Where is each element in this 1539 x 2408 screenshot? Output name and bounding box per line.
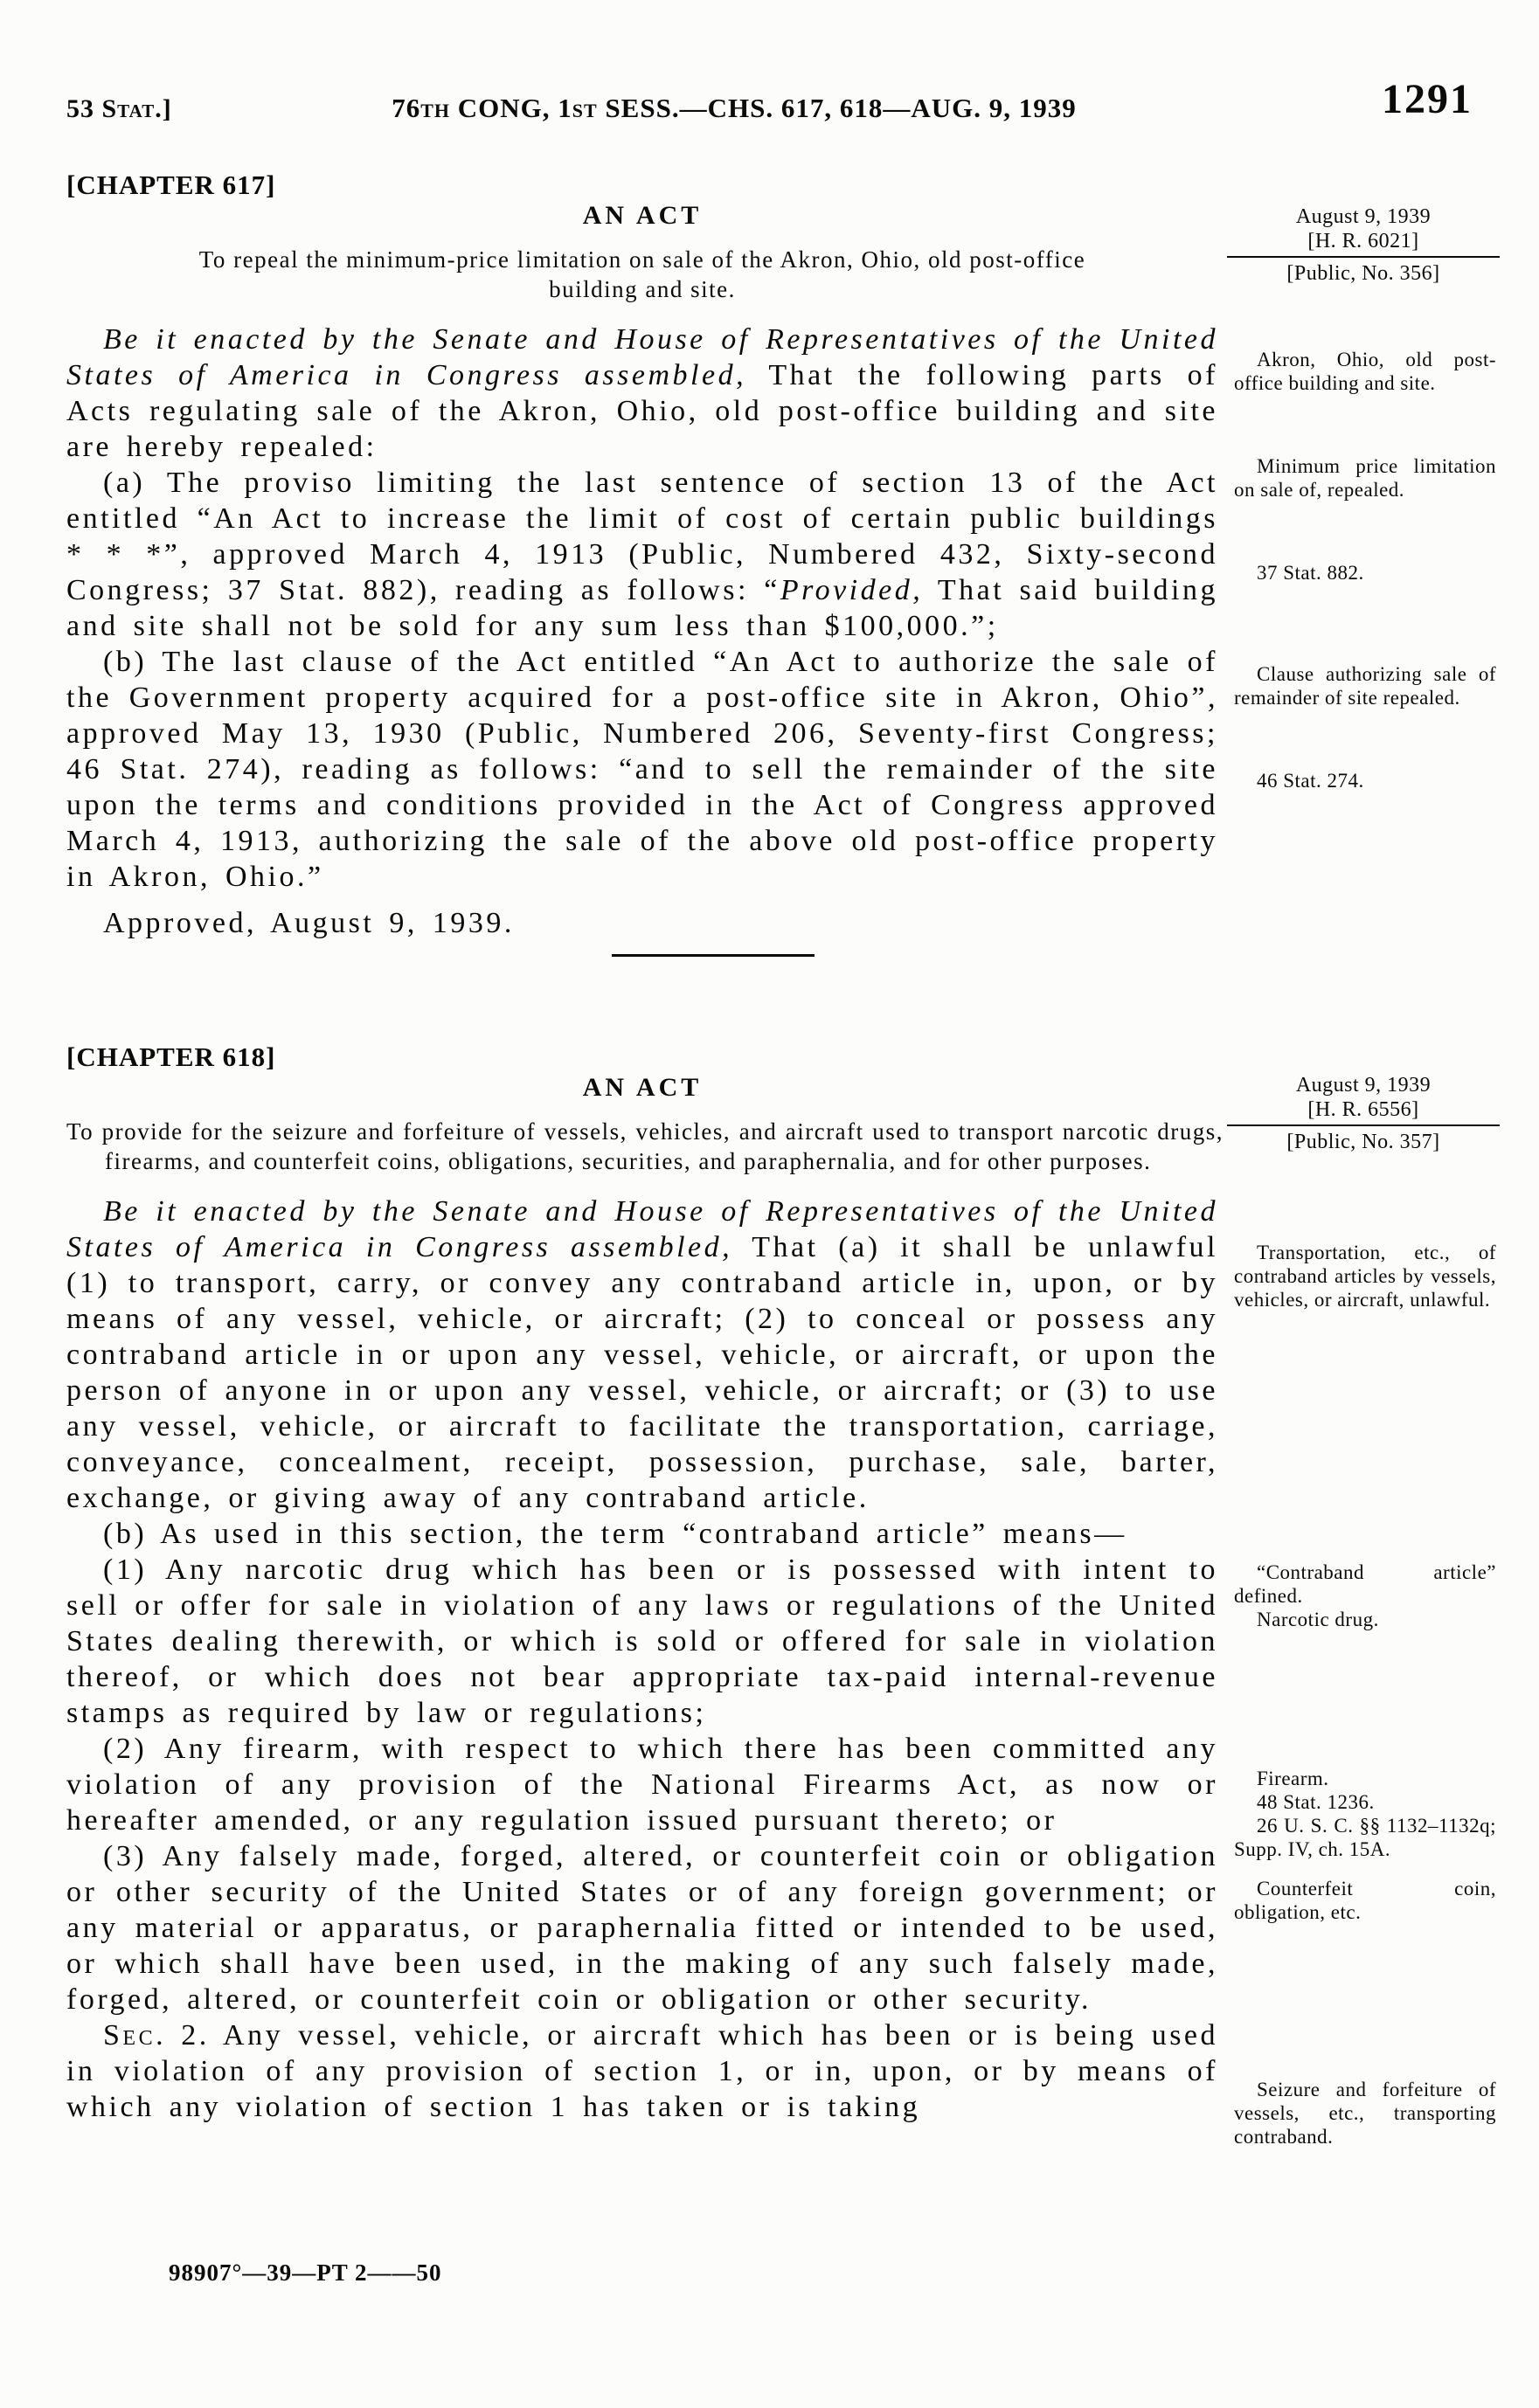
paragraph-3: (3) Any falsely made, forged, altered, or counterfeit coin or obligation or other security of the United States or of any foreign government; or any material or apparatus, or paraphernalia fitted or intended to be used, or which shall have been used, in the making of any such falsely made, forged, altered, or counterfeit coin or obligation or other security. bbox=[66, 1840, 1218, 2016]
paragraph-1: (1) Any narcotic drug which has been or is possessed with intent to sell or offer for sale in violation of any laws or regulations of the United States dealing therewith, or which is sold or offered for sale in violation thereof, or which does not bear appropriate tax-paid internal-revenue stamps as required by law or regulations; bbox=[66, 1553, 1218, 1729]
chapter-divider-rule bbox=[612, 954, 815, 957]
paragraph-a-text-end: That said building and site shall not be sold for any sum less than $100,000.”; bbox=[66, 574, 1218, 642]
print-footer: 98907°—39—PT 2——50 bbox=[169, 2259, 442, 2286]
margin-note-narcotic-drug: Narcotic drug. bbox=[1257, 1609, 1379, 1630]
chapter-618-public-number: [Public, No. 357] bbox=[1286, 1131, 1440, 1153]
margin-note-46-stat: 46 Stat. 274. bbox=[1257, 770, 1364, 792]
section-2-label: Sec. 2. bbox=[103, 2019, 210, 2052]
section-2-text: Any vessel, vehicle, or aircraft which has been or is being used in violation of any provision of section 1, or in, upon, or by means of which any violation of section 1 has taken or is taking bbox=[66, 2019, 1219, 2123]
enacting-clause bbox=[66, 322, 1218, 465]
enacting-clause bbox=[66, 1194, 1218, 1516]
chapter-618 bbox=[66, 1041, 1224, 2125]
paragraph-2: (2) Any firearm, with respect to which there has been committed any violation of any provision of the National Firearms Act, as now or hereafter amended, or any regulation issued pursuant thereto; or bbox=[66, 1733, 1218, 1837]
page-number: 1291 bbox=[1382, 76, 1473, 122]
chapter-617 bbox=[66, 170, 1218, 941]
margin-note-transportation: Transportation, etc., of contraband articles by vessels, vehicles, or aircraft, unlawful. bbox=[1234, 1242, 1496, 1311]
header-volume-label: 53 Stat.] bbox=[66, 94, 172, 123]
enacting-clause-rest: That (a) it shall be unlawful (1) to transport, carry, or convey any contraband article in, upon, or by means of any vessel, vehicle, or aircraft; (2) to conceal or possess any contraband article in or upon any vessel, vehicle, or aircraft, or upon the person of anyone in or upon any vessel, vehicle, or aircraft; or (3) to use any vessel, vehicle, or aircraft to facilitate the transportation, carriage, conveyance, concealment, receipt, possession, purchase, sale, barter, exchange, or giving away of any contraband article. bbox=[66, 1231, 1218, 1514]
chapter-617-preamble: To repeal the minimum-price limitation on sale of the Akron, Ohio, old post-office building and site. bbox=[198, 246, 1086, 302]
chapter-617-bill-number: [H. R. 6021] bbox=[1307, 230, 1419, 253]
chapter-618-margin-head bbox=[1227, 1073, 1500, 1154]
chapter-617-date: August 9, 1939 bbox=[1295, 205, 1432, 228]
margin-note-contraband-defined: “Contraband article” defined. bbox=[1234, 1561, 1496, 1607]
enacting-clause-italic: Be it enacted by the Senate and House of Representatives of the United States of America in Congress assembled, bbox=[66, 1195, 1218, 1263]
margin-note-firearm: Firearm. bbox=[1257, 1768, 1329, 1789]
margin-note-akron: Akron, Ohio, old post-office building and site. bbox=[1234, 349, 1496, 394]
chapter-618-preamble: To provide for the seizure and forfeiture of vessels, vehicles, and aircraft used to transport narcotic drugs, firearms, and counterfeit coins, obligations, securities, and paraphernalia, and for other purposes. bbox=[66, 1118, 1224, 1174]
chapter-617-label: [CHAPTER 617] bbox=[66, 170, 276, 200]
margin-note-counterfeit: Counterfeit coin, obligation, etc. bbox=[1234, 1878, 1496, 1923]
chapter-617-margin-head bbox=[1227, 204, 1500, 286]
margin-note-37-stat: 37 Stat. 882. bbox=[1257, 562, 1364, 584]
margin-note-clause-repealed: Clause authorizing sale of remainder of site repealed. bbox=[1234, 663, 1496, 709]
margin-note-seizure: Seizure and forfeiture of vessels, etc., transporting contraband. bbox=[1234, 2079, 1496, 2148]
margin-rule bbox=[1227, 1124, 1500, 1126]
chapter-617-public-number: [Public, No. 356] bbox=[1286, 262, 1440, 285]
chapter-618-date: August 9, 1939 bbox=[1295, 1074, 1432, 1097]
approved-line: Approved, August 9, 1939. bbox=[103, 907, 515, 939]
chapter-617-act-heading: AN ACT bbox=[582, 201, 703, 230]
paragraph-a bbox=[66, 465, 1218, 644]
margin-note-48-stat: 48 Stat. 1236. bbox=[1257, 1791, 1375, 1813]
margin-note-minimum-price: Minimum price limitation on sale of, repealed. bbox=[1234, 455, 1496, 501]
enacting-clause-rest: That the following parts of Acts regulating sale of the Akron, Ohio, old post-office building and site are hereby repealed: bbox=[66, 359, 1218, 463]
chapter-617-body bbox=[66, 322, 1218, 941]
chapter-618-label: [CHAPTER 618] bbox=[66, 1041, 276, 1072]
chapter-618-act-heading: AN ACT bbox=[582, 1073, 703, 1102]
margin-rule bbox=[1227, 256, 1500, 258]
chapter-618-bill-number: [H. R. 6556] bbox=[1307, 1098, 1419, 1121]
paragraph-a-text: (a) The proviso limiting the last sentence of section 13 of the Act entitled “An Act to increase the limit of cost of certain public buildings * * *”, approved March 4, 1913 (Public, Numbered 432, Sixty-second Congress; 37 Stat. 882), reading as follows: “ bbox=[66, 467, 1218, 606]
header-congress-session: 76th CONG, 1st SESS.—CHS. 617, 618—AUG. 9, 1939 bbox=[392, 93, 1077, 123]
enacting-clause-italic: Be it enacted by the Senate and House of Representatives of the United States of America in Congress assembled, bbox=[66, 323, 1218, 391]
chapter-618-body bbox=[66, 1194, 1218, 2125]
paragraph-b: (b) The last clause of the Act entitled “An Act to authorize the sale of the Government property acquired for a post-office site in Akron, Ohio”, approved May 13, 1930 (Public, Numbered 206, Seventy-first Congress; 46 Stat. 274), reading as follows: “and to sell the remainder of the site upon the terms and conditions provided in the Act of Congress approved March 4, 1913, authorizing the sale of the above old post-office property in Akron, Ohio.” bbox=[66, 646, 1218, 893]
paragraph-a-proviso: Provided, bbox=[780, 574, 924, 606]
section-2 bbox=[66, 2017, 1218, 2125]
paragraph-b: (b) As used in this section, the term “contraband article” means— bbox=[103, 1518, 1127, 1550]
margin-note-usc-citation: 26 U. S. C. §§ 1132–1132q; Supp. IV, ch. 15A. bbox=[1234, 1815, 1496, 1860]
